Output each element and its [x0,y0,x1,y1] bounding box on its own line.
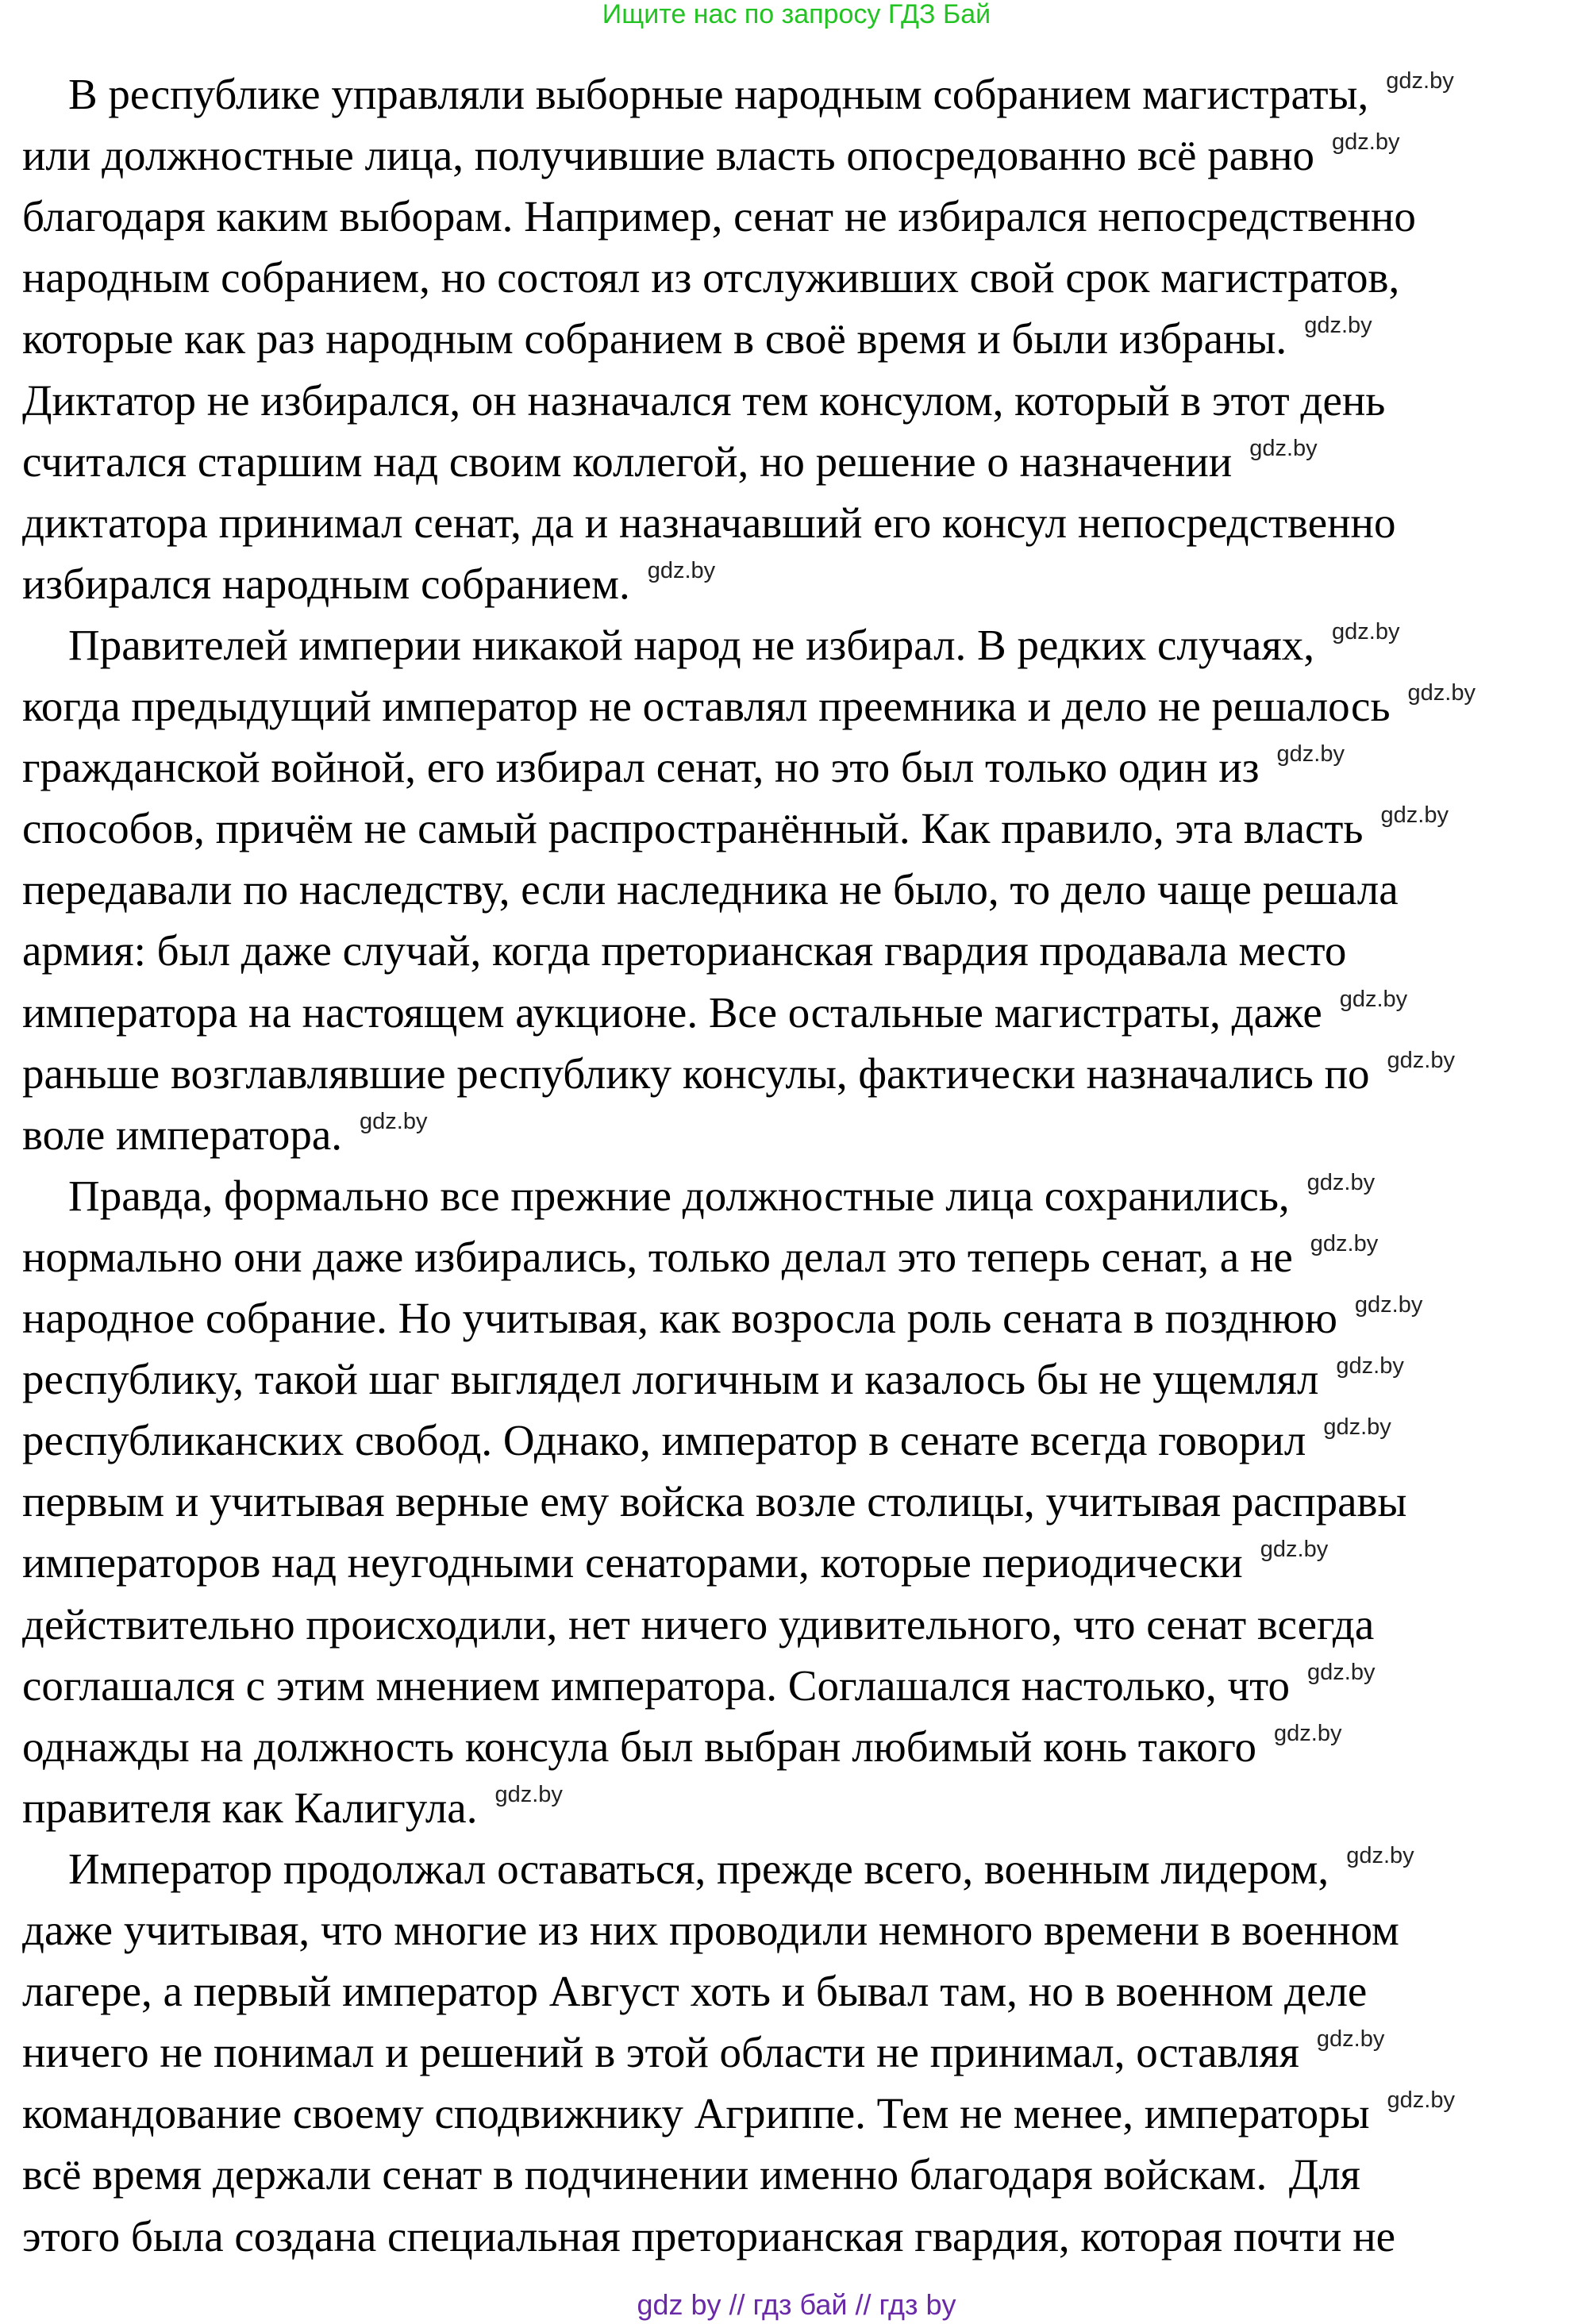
text-line-content: Диктатор не избирался, он назначался тем консулом, который в этот день [22,375,1386,425]
text-line-content: когда предыдущий император не оставлял преемника и дело не решалось [22,682,1391,730]
text-line [22,1293,1422,1344]
text-line [22,987,1407,1038]
watermark-text: gdz.by [1380,802,1449,829]
text-line-content: императора на настоящем аукционе. Все остальные магистраты, даже [22,987,1322,1037]
watermark-text: gdz.by [1307,1659,1376,1685]
text-line-content: действительно происходили, нет ничего удивительного, что сенат всегда [22,1599,1375,1649]
text-line [22,559,715,610]
text-line [22,2211,1395,2262]
text-line-content: передавали по наследству, если наследника не было, то дело чаще решала [22,865,1399,914]
text-line [22,681,1476,732]
text-line [22,803,1449,854]
text-line [22,130,1400,181]
text-line [22,2149,1360,2200]
text-line-content: правителя как Калигула. [22,1783,478,1832]
text-line-content: даже учитывая, что многие из них проводили немного времени в военном [22,1906,1399,1954]
text-line-content: этого была создана специальная преторианская гвардия, которая почти не [22,2211,1396,2261]
text-line [22,1232,1378,1283]
text-line-content: способов, причём не самый распространённый. Как правило, эта власть [22,804,1364,853]
text-line [22,1722,1341,1772]
text-line [22,375,1385,426]
text-line-content: раньше возглавлявшие республику консулы, фактически назначались по [22,1048,1370,1098]
text-line-content: лагере, а первый император Август хоть и бывал там, но в военном деле [22,1967,1368,2016]
watermark-text: gdz.by [1332,129,1400,156]
text-line [22,925,1346,976]
watermark-text: gdz.by [1323,1414,1391,1441]
site-banner: Ищите нас по запросу ГДЗ Бай [602,0,991,29]
text-line-content: ничего не понимал и решений в этой области не принимал, оставляя [22,2028,1299,2077]
text-line-content: которые как раз народным собранием в своё время и были избраны. [22,314,1287,364]
text-line-content: всё время держали сенат в подчинении именно благодаря войскам. Для [22,2150,1360,2199]
watermark-text: gdz.by [1310,1230,1379,1256]
text-line [22,1110,427,1160]
text-line-content: считался старшим над своим коллегой, но решение о назначении [22,437,1233,486]
text-line [22,1354,1404,1405]
text-line [22,2088,1455,2139]
text-line [22,498,1396,548]
text-line-content: республику, такой шаг выглядел логичным и казалось бы не ущемлял [22,1355,1319,1404]
text-line-content: Правда, формально все прежние должностные лица сохранились, [68,1171,1290,1220]
text-line-content: нормально они даже избирались, только делал это теперь сенат, а не [22,1232,1293,1281]
text-line [68,1844,1414,1895]
text-line-content: избирался народным собранием. [22,559,630,608]
watermark-text: gdz.by [647,557,716,583]
text-line-content: командование своему сподвижнику Агриппе. Тем не менее, императоры [22,2089,1370,2138]
text-line-content: Правителей империи никакой народ не избирал. В редких случаях, [68,620,1314,669]
text-line-content: народное собрание. Но учитывая, как возросла роль сената в позднюю [22,1294,1337,1342]
text-line-content: республиканских свобод. Однако, император в сенате всегда говорил [22,1416,1306,1465]
watermark-text: gdz.by [360,1108,428,1134]
watermark-text: gdz.by [1387,1047,1455,1073]
text-line [22,1660,1375,1711]
text-line-content: однажды на должность консула был выбран любимый конь такого [22,1722,1257,1771]
watermark-text: gdz.by [494,1781,563,1807]
text-line [22,191,1416,242]
text-line-content: гражданской войной, его избирал сенат, но это был только один из [22,743,1260,792]
text-line [22,864,1399,915]
text-line-content: Император продолжал оставаться, прежде всего, военным лидером, [68,1844,1329,1893]
text-line-content: диктатора принимал сенат, да и назначавший его консул непосредственно [22,498,1396,547]
text-line [22,2027,1384,2078]
text-line-content: первым и учитывая верные ему войска возле столицы, учитывая расправы [22,1477,1407,1526]
watermark-text: gdz.by [1304,313,1372,339]
text-line-content: воле императора. [22,1110,343,1159]
text-line [22,1599,1374,1650]
text-line [22,1476,1406,1527]
text-line [22,1783,563,1833]
text-line [68,1171,1375,1222]
watermark-text: gdz.by [1276,741,1345,768]
watermark-text: gdz.by [1407,680,1476,706]
text-line [22,1966,1367,2017]
text-line [22,1537,1328,1588]
watermark-text: gdz.by [1249,435,1318,461]
text-line-content: В республике управляли выборные народным собранием магистраты, [68,70,1369,118]
watermark-text: gdz.by [1354,1292,1423,1318]
watermark-text: gdz.by [1316,2026,1385,2053]
text-line-content: или должностные лица, получившие власть опосредованно всё равно [22,131,1315,180]
watermark-text: gdz.by [1346,1842,1414,1868]
watermark-text: gdz.by [1336,1353,1404,1379]
watermark-text: gdz.by [1339,986,1408,1012]
watermark-text: gdz.by [1386,68,1454,94]
footer-watermark: gdz by // гдз бай // гдз by [637,2288,956,2321]
watermark-text: gdz.by [1332,618,1400,644]
text-line [22,252,1399,303]
text-line-content: армия: был даже случай, когда преторианская гвардия продавала место [22,926,1347,975]
text-line-content: народным собранием, но состоял из отслуживших свой срок магистратов, [22,253,1400,302]
text-line [68,620,1399,671]
watermark-text: gdz.by [1260,1537,1329,1563]
text-line [22,742,1345,793]
text-line [22,1415,1391,1466]
text-line-content: соглашался с этим мнением императора. Соглашался настолько, что [22,1660,1290,1710]
text-line [22,314,1372,364]
watermark-text: gdz.by [1306,1169,1376,1195]
text-line [68,69,1454,120]
watermark-text: gdz.by [1274,1720,1342,1746]
text-line [22,1905,1399,1956]
text-line-content: императоров над неугодными сенаторами, которые периодически [22,1538,1243,1587]
text-line [22,437,1318,487]
text-line-content: благодаря каким выборам. Например, сенат не избирался непосредственно [22,192,1416,241]
text-line [22,1048,1455,1099]
watermark-text: gdz.by [1387,2087,1455,2114]
